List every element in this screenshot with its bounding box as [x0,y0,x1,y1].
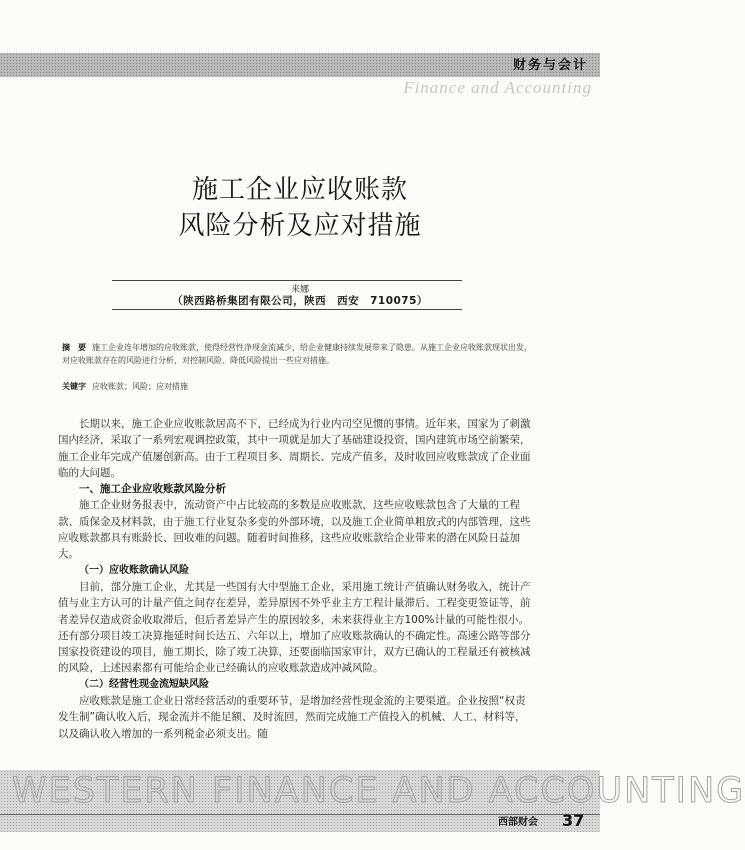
keywords [62,381,532,392]
affiliation: （陕西路桥集团有限公司，陕西 西安 710075） [172,295,428,307]
section-title: 财务与会计 [512,58,588,73]
abstract [62,341,532,367]
article-title [0,172,600,244]
author: 来娜 [290,285,309,295]
title-line-1: 施工企业应收账款 [191,175,408,205]
section-heading: （二）经营性现金流短缺风险 [79,678,209,690]
body-paragraph: 目前，部分施工企业，尤其是一些国有大中型施工企业，采用施工统计产值确认财务收入，统计产值与业主方认可的计量产值之间存在差异，差异原因不外乎业主方工程计量滞后、工程变更签证等，前者差异仅造成资金收取滞后，但后者差异产生的原因较多，未来获得业主方100%计量的可能性很小。还有部分项目竣工决算拖延时间长达五、六年以上，增加了应收账款确认的不确定性。高速公路等部分国家投资建设的项目，施工期长，除了竣工决算，还要面临国家审计，双方已确认的工程量还有被核减的风险，上述因素都有可能给企业已经确认的应收账款造成冲减风险。 [58,580,531,675]
footer-banner-text: WESTERN FINANCE AND ACCOUNTING [12,771,745,811]
divider-top [112,280,462,281]
abstract-label: 摘 要 [62,343,86,352]
article-body [58,416,534,742]
page-number: 37 [562,811,585,830]
journal-name: 西部财会 [498,817,538,828]
header-band [0,53,600,77]
section-heading: （一）应收账款确认风险 [79,564,189,576]
keywords-text: 应收账款；风险；应对措施 [92,382,188,391]
body-paragraph: 长期以来，施工企业应收账款居高不下，已经成为行业内司空见惯的事情。近年来，国家为了刺激国内经济，采取了一系列宏观调控政策，其中一项就是加大了基础建设投资，国内建筑市场空前繁荣，施工企业年完成产值屡创新高。由于工程项目多、周期长、完成产值多，及时收回应收账款成了企业面临的大问题。 [58,418,531,479]
title-line-2: 风险分析及应对措施 [178,211,422,241]
body-paragraph: 施工企业财务报表中，流动资产中占比较高的多数是应收账款，这些应收账款包含了大量的工程款、质保金及材料款，由于施工行业复杂多变的外部环境，以及施工企业简单粗放式的内部管理，这些应收账款都具有账龄长、回收难的问题。随着时间推移，这些应收账款给企业带来的潜在风险日益加大。 [58,499,531,561]
section-title-english: Finance and Accounting [403,78,592,97]
abstract-text: 施工企业连年增加的应收账款，使得经营性净现金流减少，给企业健康持续发展带来了隐患。从施工企业应收账款现状出发，对应收账款存在的风险进行分析，对控制风险、降低风险提出一些应对措施。 [62,343,532,365]
body-paragraph: 应收账款是施工企业日常经营活动的重要环节，是增加经营性现金流的主要渠道。企业按照“权责发生制”确认收入后，现金流并不能足额、及时流回，然而完成施工产值投入的机械、人工、材料等，以及确认收入增加的一系列税金必须支出。随 [58,695,526,740]
divider-bottom [112,309,462,310]
keywords-label: 关键字 [62,382,86,391]
section-heading: 一、施工企业应收账款风险分析 [79,483,226,496]
